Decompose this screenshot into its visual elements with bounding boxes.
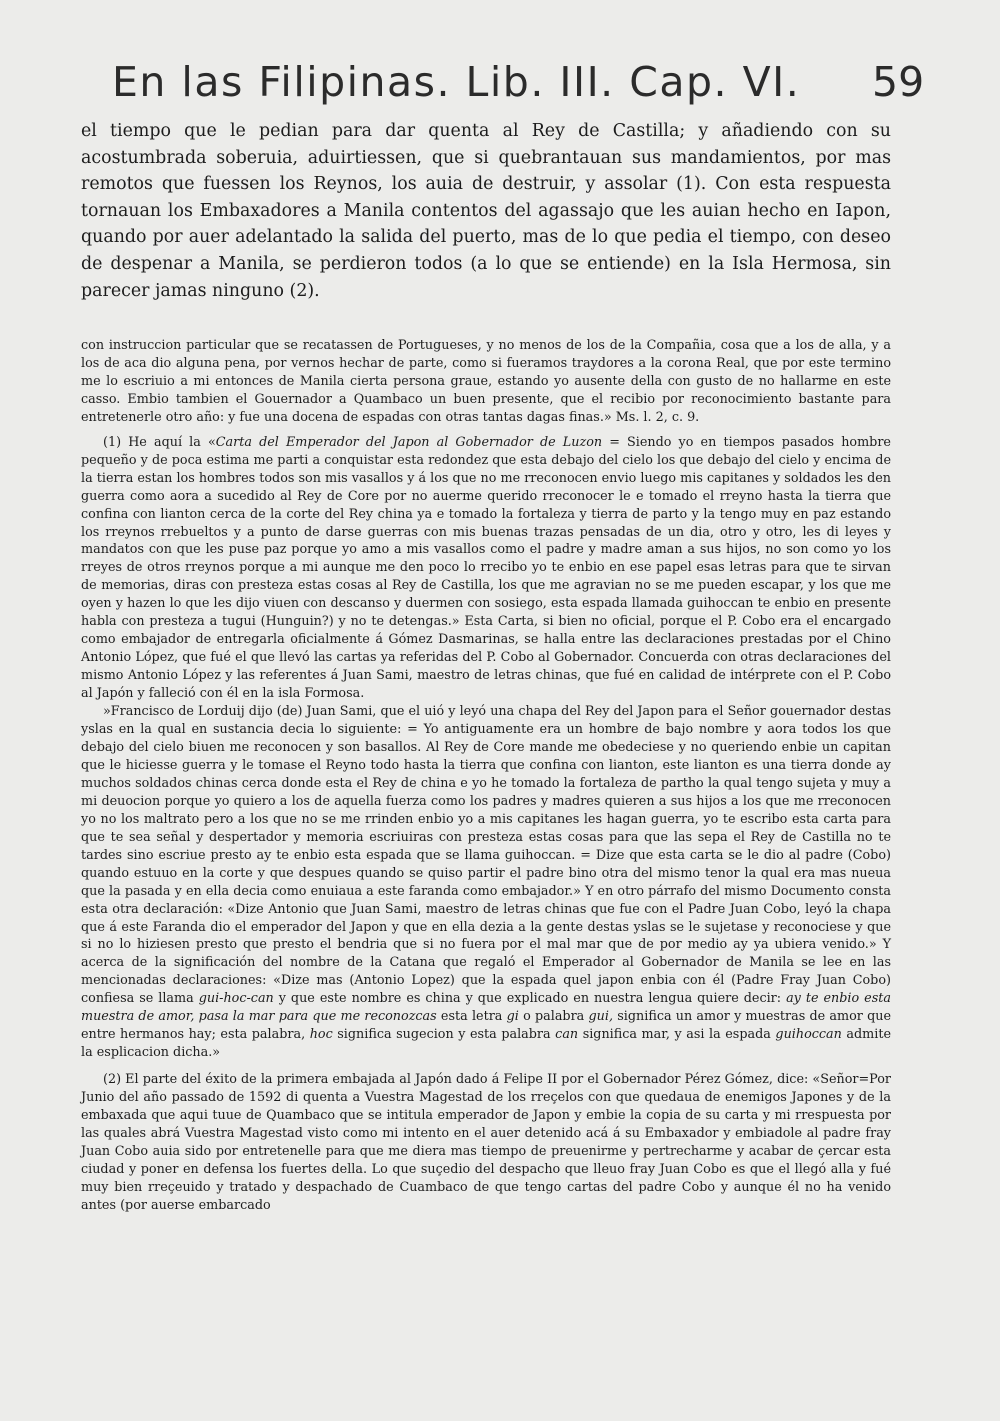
declaration-text: significa mar, y asi la espada bbox=[582, 1027, 771, 1043]
footnote-2: (2) El parte del éxito de la primera embajada al Japón dado á Felipe II por el Gobernador Pérez Gómez, dice: «Señor=Por Junio del año passado de 1592 di quenta a Vuestra Magestad de los rreçelos con que quedaua de enemigos Japones y de la embaxada que aqui tuue de Quambaco que se intitula emperador de Japon y embie la copia de su carta y mi rrespuesta por las quales abrá Vuestra Magestad visto como mi intento en el auer detenido acá á su Embaxador y embiadole al padre fray Juan Cobo auia sido por entretenelle para que me diera mas tiempo de preuenirme y pertrecharme y acabar de çercar esta ciudad y poner en defensa los fuertes della. Lo que suçedio del despacho que lleuo fray Juan Cobo es que el llegó alla y fué muy bien rreçeuido y tratado y despachado de Cuambaco de que tengo cartas del padre Cobo y aunque él no ha venido antes (por auerse embarcado bbox=[81, 1072, 891, 1213]
declaration-text: significa sugecion y esta palabra bbox=[337, 1027, 551, 1043]
italic-term: can bbox=[555, 1027, 579, 1043]
italic-term: hoc bbox=[309, 1027, 333, 1043]
footnote-1-lead: He aquí la « bbox=[128, 434, 216, 450]
declaration-text: y que este nombre es china y que explicado en nuestra lengua quiere decir: bbox=[278, 991, 782, 1007]
declaration-text: o palabra bbox=[523, 1009, 585, 1025]
italic-phrase: ay te enbio esta muestra de amor, pasa la mar para que me reconozcas bbox=[81, 991, 891, 1025]
italic-term: guihoccan bbox=[775, 1027, 842, 1043]
main-text-paragraph: el tiempo que le pedian para dar quenta al Rey de Castilla; y añadiendo con su acostumbrada soberuia, aduirtiessen, que si quebrantauan sus mandamientos, por mas remotos que fuessen los Reynos, los auia de destruir, y assolar (1). Con esta respuesta tornauan los Embaxadores a Manila contentos del agassajo que les auian hecho en Iapon, quando por auer adelantado la salida del puerto, mas de lo que pedia el tiempo, con deseo de despenar a Manila, se perdieron todos (a lo que se entiende) en la Isla Hermosa, sin parecer jamas ninguno (2). bbox=[81, 121, 891, 301]
declaration-text: admite la esplicacion dicha.» bbox=[81, 1027, 891, 1061]
footnote-1-letter-title: Carta del Emperador del Japon al Gobernador de Luzon bbox=[215, 434, 603, 450]
footnote-1 bbox=[81, 434, 891, 703]
footnote-1-declaration bbox=[81, 703, 891, 1062]
italic-term: gui-hoc-can bbox=[198, 991, 274, 1007]
footnote-1-marker: (1) bbox=[103, 434, 122, 450]
running-head-title: En las Filipinas. Lib. III. Cap. VI. bbox=[112, 58, 801, 106]
italic-term: gi bbox=[506, 1009, 519, 1025]
declaration-text: »Francisco de Lorduij dijo (de) Juan Sami, que el uió y leyó una chapa del Rey del Japon para el Señor gouernador destas yslas en la qual en sustancia decia lo siguiente: = Yo antiguamente era un hombre de bajo nombre y aora todos los que debajo del cielo biuen me reconocen y son basallos. Al Rey de Core mande me obedeciese y no queriendo enbie un capitan que le hiciesse guerra y le tomase el Reyno todo hasta la tierra que confina con lianton, este lianton es una tierra donde ay muchos soldados chinas cerca donde esta el Rey de china e yo he tomado la fortaleza de partho la qual tengo sujeta y muy a mi deuocion porque yo quiero a los de aquella fuerza como los padres y madres quieren a sus hijos a los que me rreconocen yo no los maltrato pero a los que no se me rrinden enbio yo a mis capitanes les hagan guerra, yo te escribo esta carta para que te sea señal y despertador y memoria escriuiras con presteza estas cosas para que las sepa el Rey de Castilla no te tardes sino escriue presto ay te enbio esta espada que se llama guihoccan. = Dize que esta carta se le dio al padre (Cobo) quando estuuo en la corte y que despues quando se quiso partir el padre bino otra del mismo tenor la qual era mas nueua que la pasada y en ella decia como enuiaua a este faranda como embajador.» Y en otro párrafo del mismo Documento consta esta otra declaración: «Dize Antonio que Juan Sami, maestro de letras chinas que fue con el Padre Juan Cobo, leyó la chapa que á este Faranda dio el emperador del Japon y que en ella dezia a la gente destas yslas se le sujetase y reconociese y que si no lo hiziesen presto que presto el bendria que si no fuera por el mal mar que de por medio ay ya ubiera venido.» Y acerca de la significación del nombre de la Catana que regaló el Emperador al Gobernador de Manila se lee en las mencionadas declaraciones: «Dize mas (Antonio Lopez) que la espada quel japon enbia con él (Padre Fray Juan Cobo) confiesa se llama bbox=[81, 704, 891, 1007]
italic-term: gui, bbox=[588, 1009, 614, 1025]
footnote-continuation: con instruccion particular que se recatassen de Portugueses, y no menos de los de la Compañia, cosa que a los de alla, y a los de aca dio alguna pena, por vernos hechar de parte, como si fueramos traydores a la corona Real, que por este termino me lo escriuio a mi entonces de Manila cierta persona graue, estando yo ausente della con gusto de no hallarme en este casso. Embio tambien el Gouernador a Quambaco un buen presente, que el recibio por reconocimiento bastante para entretenerle otro año: y fue una docena de espadas con otras tantas dagas finas.» Ms. l. 2, c. 9. bbox=[81, 338, 891, 425]
declaration-text: significa un amor y muestras de amor que entre hermanos hay; esta palabra, bbox=[81, 1009, 891, 1043]
declaration-text: esta letra bbox=[440, 1009, 503, 1025]
footnote-1-letter-text: = Siendo yo en tiempos pasados hombre pequeño y de poca estima me parti a conquistar esta redondez que esta debajo del cielo los que debajo del cielo y encima de la tierra estan los hombres todos son mis vasallos y á los que no me rreconocen envio luego mis capitanes y soldados les den guerra como aora a sucedido al Rey de Core por no auerme querido rreconocer le e tomado el rreyno hasta la tierra que confina con lianton cerca de la corte del Rey china ya e tomado la fortaleza y tierra de parto y la tengo muy en paz estando los rreynos rrebueltos y a punto de darse guerras con mis buenas trazas pensadas de un dia, otro y otro, les di leyes y mandatos con que les puse paz porque yo amo a mis vasallos como el padre y madre aman a sus hijos, no son como yo los rreyes de otros rreynos porque a mi aunque me den poco lo rrecibo yo te enbio en ese papel esas letras para que te sirvan de memorias, diras con presteza estas cosas al Rey de Castilla, los que me agravian no se me pueden escapar, y los que me oyen y hazen lo que les dijo viuen con descanso y duermen con sosiego, esta espada llamada guihoccan te enbio en presente habla con presteza a tugui (Hunguin?) y no te detengas.» Esta Carta, si bien no oficial, porque el P. Cobo era el encargado como embajador de entregarla oficialmente á Gómez Dasmarinas, se halla entre las declaraciones prestadas por el Chino Antonio López, que fué el que llevó las cartas ya referidas del P. Cobo al Gobernador. Concuerda con otras declaraciones del mismo Antonio López y las referentes á Juan Sami, maestro de letras chinas, que fué en calidad de intérprete con el P. Cobo al Japón y falleció con él en la isla Formosa. bbox=[81, 434, 891, 702]
page-number: 59 bbox=[872, 58, 925, 106]
footnotes bbox=[81, 337, 891, 1215]
